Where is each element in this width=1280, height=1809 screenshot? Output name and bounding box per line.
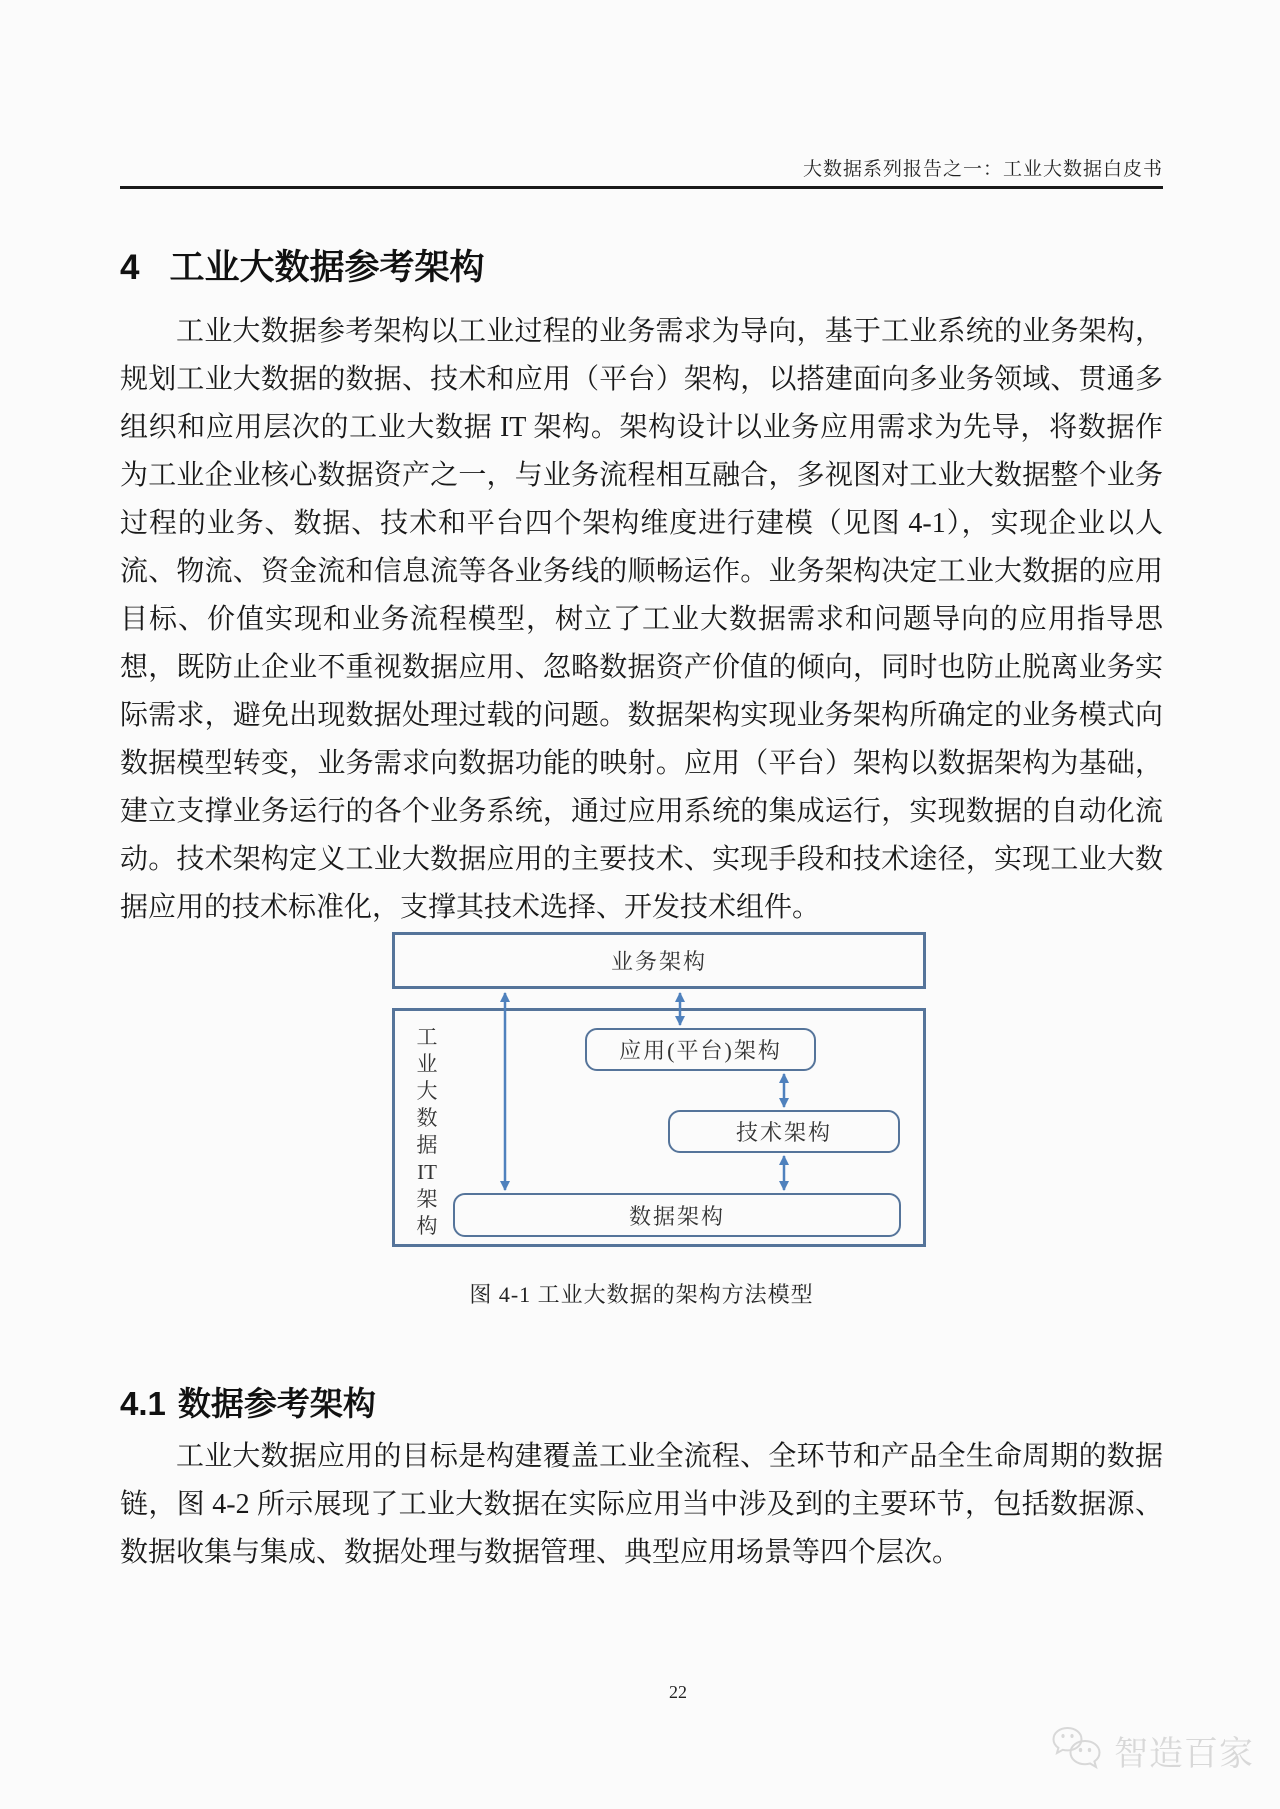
page-number: 22 — [669, 1682, 687, 1702]
section-4-1-title: 数据参考架构 — [177, 1385, 376, 1422]
it-architecture-side-label — [406, 1024, 448, 1240]
chat-bubbles-icon — [1046, 1723, 1106, 1777]
section-4-paragraph: 工业大数据参考架构以工业过程的业务需求为导向，基于工业系统的业务架构，规划工业大数据的数据、技术和应用（平台）架构，以搭建面向多业务领域、贯通多组织和应用层次的工业大数据 IT 架构。架构设计以业务应用需求为先导，将数据作为工业企业核心数据资产之一，与业务流程相互融合，多视图对工业大数据整个业务过程的业务、数据、技术和平台四个架构维度进行建模（见图 4-1），实现企业以人流、物流、资金流和信息流等各业务线的顺畅运作。业务架构决定工业大数据的应用目标、价值实现和业务流程模型，树立了工业大数据需求和问题导向的应用指导思想，既防止企业不重视数据应用、忽略数据资产价值的倾向，同时也防止脱离业务实际需求，避免出现数据处理过载的问题。数据架构实现业务架构所确定的业务模式向数据模型转变，业务需求向数据功能的映射。应用（平台）架构以数据架构为基础，建立支撑业务运行的各个业务系统，通过应用系统的集成运行，实现数据的自动化流动。技术架构定义工业大数据应用的主要技术、实现手段和技术途径，实现工业大数据应用的技术标准化，支撑其技术选择、开发技术组件。 — [120, 316, 1163, 923]
side-label-char: 大 — [416, 1079, 438, 1103]
header-rule — [120, 186, 1163, 189]
application-platform-architecture-box: 应用(平台)架构 — [585, 1028, 816, 1071]
side-label-char: IT — [417, 1160, 437, 1184]
section-4-heading — [120, 246, 1163, 290]
side-label-char: 业 — [416, 1052, 438, 1076]
side-label-char: 工 — [416, 1025, 438, 1049]
figure-4-1-diagram — [392, 932, 928, 1252]
side-label-char: 构 — [416, 1214, 438, 1238]
section-4-title: 工业大数据参考架构 — [169, 248, 485, 287]
data-architecture-box: 数据架构 — [453, 1193, 901, 1237]
section-4-1-heading — [120, 1383, 1163, 1425]
section-4-1-number: 4.1 — [120, 1385, 166, 1422]
running-header: 大数据系列报告之一：工业大数据白皮书 — [802, 159, 1163, 180]
side-label-char: 数 — [416, 1106, 438, 1130]
side-label-char: 架 — [416, 1187, 438, 1211]
watermark-text: 智造百家 — [1114, 1734, 1254, 1773]
section-4-1-paragraph: 工业大数据应用的目标是构建覆盖工业全流程、全环节和产品全生命周期的数据链，图 4-2 所示展现了工业大数据在实际应用当中涉及到的主要环节，包括数据源、数据收集与集成、数据处理与数据管理、典型应用场景等四个层次。 — [120, 1441, 1163, 1568]
business-architecture-box: 业务架构 — [392, 932, 926, 989]
side-label-char: 据 — [416, 1133, 438, 1157]
section-4-number: 4 — [120, 248, 140, 287]
technology-architecture-box: 技术架构 — [668, 1110, 900, 1153]
watermark — [1046, 1722, 1254, 1778]
figure-4-1-caption: 图 4-1 工业大数据的架构方法模型 — [469, 1282, 814, 1307]
